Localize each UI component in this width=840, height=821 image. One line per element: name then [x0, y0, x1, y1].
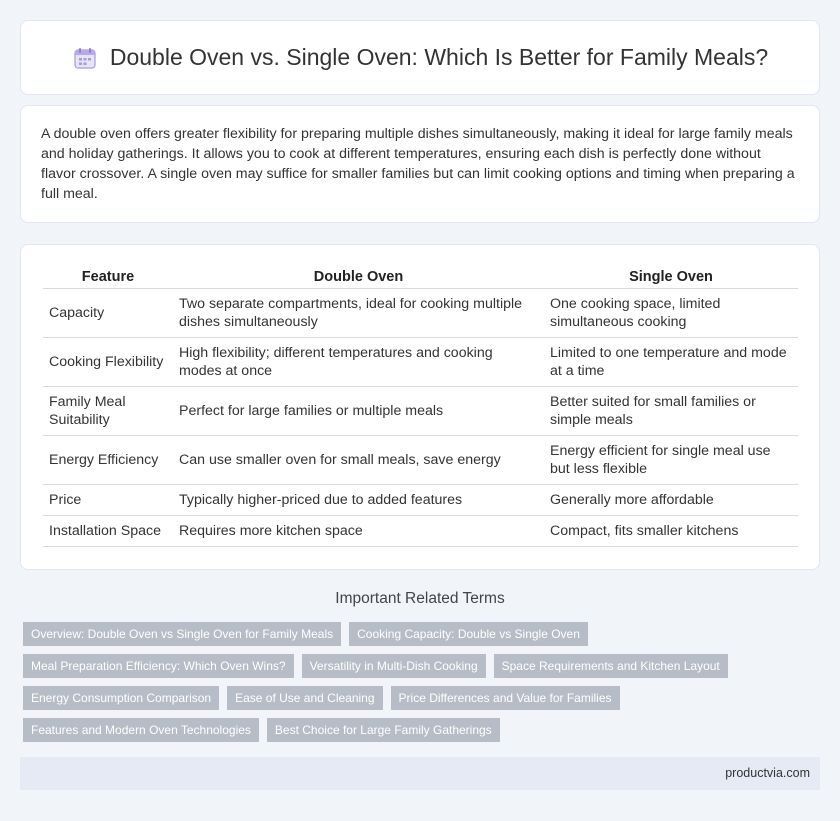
related-tag[interactable]: Cooking Capacity: Double vs Single Oven — [349, 622, 588, 646]
related-terms-title: Important Related Terms — [335, 590, 505, 607]
related-tag[interactable]: Energy Consumption Comparison — [23, 686, 219, 710]
related-tag[interactable]: Versatility in Multi-Dish Cooking — [302, 654, 486, 678]
feature-cell: Installation Space — [43, 516, 173, 547]
page-title: Double Oven vs. Single Oven: Which Is Better for Family Meals? — [109, 44, 769, 70]
header-single-oven: Single Oven — [544, 263, 798, 289]
feature-cell: Cooking Flexibility — [43, 338, 173, 387]
table-row — [43, 516, 798, 547]
intro-card — [20, 105, 820, 223]
feature-cell: Energy Efficiency — [43, 436, 173, 485]
double-oven-cell: Can use smaller oven for small meals, save energy — [173, 436, 544, 485]
double-oven-cell: Two separate compartments, ideal for cooking multiple dishes simultaneously — [173, 289, 544, 338]
table-row — [43, 387, 798, 436]
tag-row — [23, 654, 823, 678]
single-oven-cell: Better suited for small families or simple meals — [544, 387, 798, 436]
double-oven-cell: Perfect for large families or multiple meals — [173, 387, 544, 436]
double-oven-cell: Requires more kitchen space — [173, 516, 544, 547]
table-row — [43, 436, 798, 485]
table-header-row — [43, 263, 798, 289]
related-tag[interactable]: Features and Modern Oven Technologies — [23, 718, 259, 742]
tag-row — [23, 718, 823, 742]
related-tag[interactable]: Overview: Double Oven vs Single Oven for Family Meals — [23, 622, 341, 646]
single-oven-cell: Generally more affordable — [544, 485, 798, 516]
feature-cell: Price — [43, 485, 173, 516]
table-row — [43, 338, 798, 387]
double-oven-cell: High flexibility; different temperatures and cooking modes at once — [173, 338, 544, 387]
footer-site-link[interactable]: productvia.com — [725, 766, 810, 780]
related-tag[interactable]: Price Differences and Value for Families — [391, 686, 620, 710]
single-oven-cell: Limited to one temperature and mode at a time — [544, 338, 798, 387]
single-oven-cell: Compact, fits smaller kitchens — [544, 516, 798, 547]
table-row — [43, 485, 798, 516]
footer — [20, 757, 820, 790]
tag-row — [23, 686, 823, 710]
intro-text: A double oven offers greater flexibility for preparing multiple dishes simultaneously, making it ideal for large family meals and holiday gatherings. It allows you to cook at different temperatures, ensuring each dish is perfectly done without flavor crossover. A single oven may suffice for smaller families but can limit cooking options and timing when preparing a full meal. — [41, 126, 795, 202]
comparison-table — [43, 263, 798, 547]
header-double-oven: Double Oven — [173, 263, 544, 289]
table-row — [43, 289, 798, 338]
single-oven-cell: Energy efficient for single meal use but less flexible — [544, 436, 798, 485]
single-oven-cell: One cooking space, limited simultaneous cooking — [544, 289, 798, 338]
title-card — [20, 20, 820, 95]
feature-cell: Capacity — [43, 289, 173, 338]
related-tag[interactable]: Meal Preparation Efficiency: Which Oven Wins? — [23, 654, 294, 678]
related-tag[interactable]: Space Requirements and Kitchen Layout — [494, 654, 728, 678]
header-feature: Feature — [43, 263, 173, 289]
related-tags — [23, 622, 823, 750]
feature-cell: Family Meal Suitability — [43, 387, 173, 436]
related-tag[interactable]: Ease of Use and Cleaning — [227, 686, 382, 710]
calendar-icon — [72, 45, 98, 71]
tag-row — [23, 622, 823, 646]
comparison-card — [20, 244, 820, 570]
related-tag[interactable]: Best Choice for Large Family Gatherings — [267, 718, 500, 742]
double-oven-cell: Typically higher-priced due to added features — [173, 485, 544, 516]
